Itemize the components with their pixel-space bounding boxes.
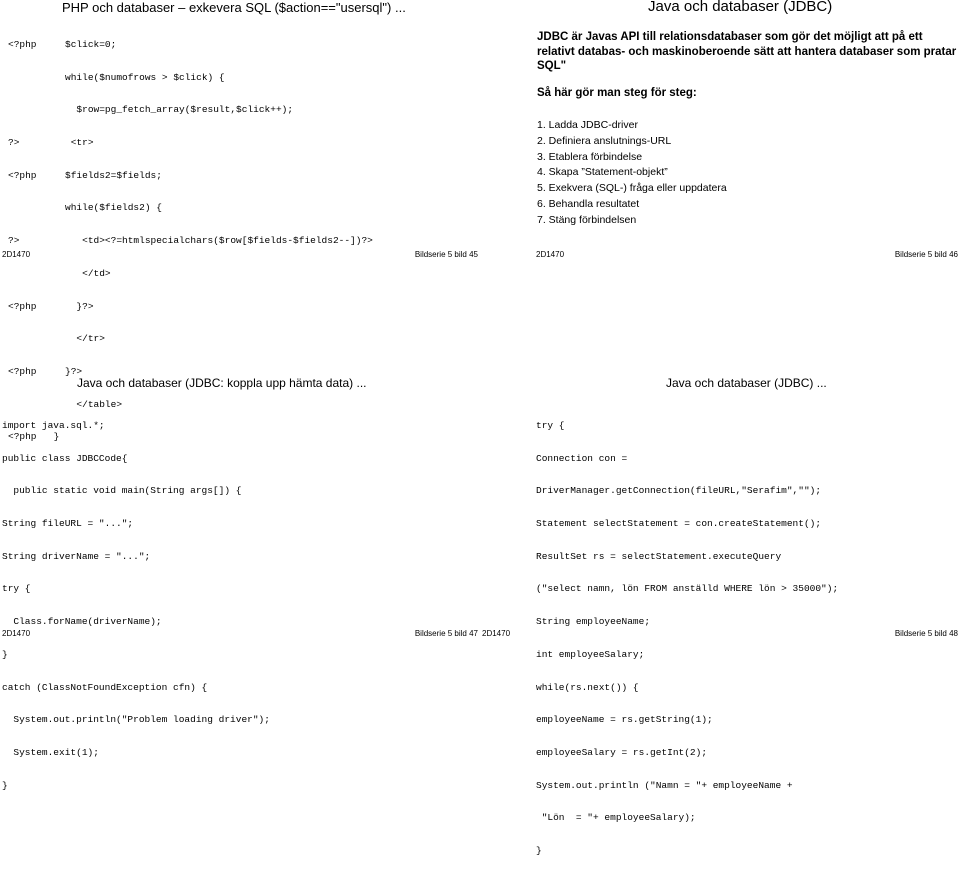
code-line: try {: [2, 583, 31, 595]
list-item: 1. Ladda JDBC-driver: [537, 119, 638, 131]
code-line: <?php }?>: [8, 300, 94, 312]
list-item: 4. Skapa ”Statement-objekt”: [537, 166, 668, 179]
code-line: <?php }?>: [8, 366, 83, 377]
slide-46: [480, 0, 960, 320]
code-line: ?> <tr>: [8, 136, 94, 148]
list-item: 5. Exekvera (SQL-) fråga eller uppdatera: [537, 182, 727, 195]
steps-heading: Så här gör man steg för steg:: [537, 87, 697, 99]
code-line: ?> <td><?=htmlspecialchars($row[$fields-$fields2--])?>: [8, 235, 373, 247]
code-line: String driverName = "...";: [2, 550, 151, 562]
slide-title: Java och databaser (JDBC: koppla upp hämta data) ...: [77, 376, 367, 390]
code-line: DriverManager.getConnection(fileURL,"Serafim","");: [536, 485, 822, 497]
code-line: <?php $click=0;: [8, 38, 117, 50]
code-block: [536, 399, 838, 879]
code-line: int employeeSalary;: [536, 648, 645, 660]
list-item: 7. Stäng förbindelsen: [537, 213, 637, 226]
code-line: $row=pg_fetch_array($result,$click++);: [8, 104, 294, 116]
steps-list: [537, 118, 727, 229]
code-line: String employeeName;: [536, 616, 651, 628]
code-line: while($fields2) {: [8, 202, 162, 214]
slide-47: [0, 320, 480, 791]
code-line: public static void main(String args[]) {: [2, 485, 242, 497]
intro-paragraph: JDBC är Javas API till relationsdatabaser som gör det möjligt att på ett relativt databas- och maskinoberoende sätt att hantera databaser som pratar SQL": [537, 31, 957, 72]
code-line: </td>: [8, 267, 111, 279]
code-line: <?php }: [8, 431, 60, 443]
code-line: ResultSet rs = selectStatement.executeQuery: [536, 550, 782, 562]
code-line: Class.forName(driverName);: [2, 616, 162, 628]
code-line: while($numofrows > $click) {: [8, 71, 225, 83]
code-line: System.exit(1);: [2, 747, 99, 758]
code-line: employeeSalary = rs.getInt(2);: [536, 747, 708, 758]
slide-reference: Bildserie 5 bild 48: [894, 629, 958, 638]
list-item: 6. Behandla resultatet: [537, 197, 640, 210]
course-code: 2D1470: [2, 250, 31, 259]
slide-title: Java och databaser (JDBC) ...: [666, 376, 827, 390]
code-line: }: [2, 648, 8, 660]
course-code: 2D1470: [536, 250, 565, 259]
list-item: 3. Etablera förbindelse: [537, 150, 643, 163]
course-code: 2D1470: [2, 629, 31, 638]
code-line: ("select namn, lön FROM anställd WHERE lön > 35000");: [536, 583, 839, 595]
list-item: 2. Definiera anslutnings-URL: [537, 134, 672, 147]
code-line: import java.sql.*;: [2, 419, 105, 431]
code-line: while(rs.next()) {: [536, 681, 639, 693]
code-line: Statement selectStatement = con.createStatement();: [536, 517, 822, 529]
slide-reference: Bildserie 5 bild 46: [894, 250, 958, 259]
code-line: Connection con =: [536, 452, 628, 464]
code-line: }: [2, 779, 8, 791]
code-line: }: [536, 845, 542, 857]
code-line: employeeName = rs.getString(1);: [536, 714, 713, 726]
code-block: [2, 399, 270, 813]
code-line: try {: [536, 419, 565, 431]
code-line: catch (ClassNotFoundException cfn) {: [2, 681, 208, 693]
slide-reference: Bildserie 5 bild 47: [414, 629, 478, 638]
slide-title: Java och databaser (JDBC): [648, 0, 833, 15]
code-line: <?php $fields2=$fields;: [8, 169, 162, 181]
slide-48: [480, 320, 960, 857]
code-line: System.out.println("Problem loading driver");: [2, 714, 270, 726]
course-code: 2D1470: [482, 629, 511, 638]
code-line: System.out.println ("Namn = "+ employeeName +: [536, 779, 793, 791]
code-line: String fileURL = "...";: [2, 517, 134, 529]
code-line: </tr>: [8, 333, 105, 345]
code-line: </table>: [8, 398, 123, 410]
slide-title: PHP och databaser – exkevera SQL ($action=="usersql") ...: [62, 0, 406, 15]
slide-reference: Bildserie 5 bild 45: [414, 250, 478, 259]
code-line: "Lön = "+ employeeSalary);: [536, 812, 696, 824]
code-line: public class JDBCCode{: [2, 452, 128, 464]
